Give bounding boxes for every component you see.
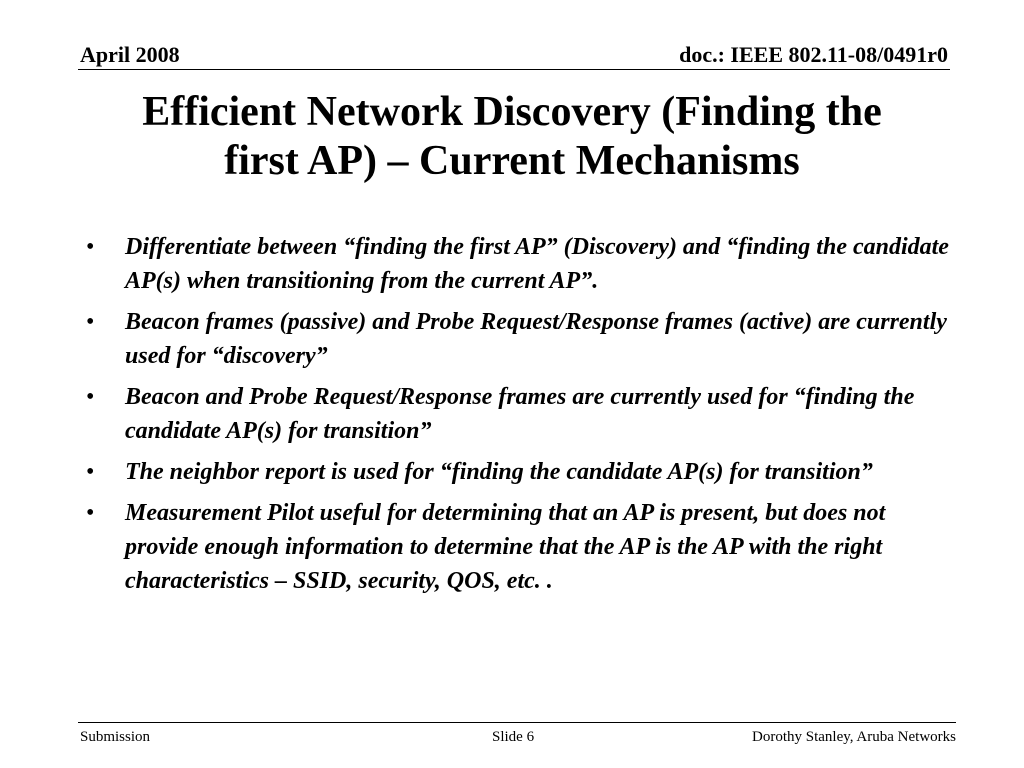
- bullet-text: Measurement Pilot useful for determining that an AP is present, but does not provide enough information to determine that the AP is the AP with the right characteristics – SSID, security, QOS, etc. .: [125, 500, 886, 594]
- bullet-text: Differentiate between “finding the first AP” (Discovery) and “finding the candidate AP(s) when transitioning from the current AP”.: [125, 234, 949, 294]
- bullet-glyph: •: [86, 459, 95, 485]
- bullet-item: [86, 496, 956, 598]
- bullet-glyph: •: [86, 384, 95, 410]
- bullet-glyph: •: [86, 309, 95, 335]
- footer-divider: [78, 722, 956, 723]
- footer-submission: Submission: [80, 729, 151, 745]
- bullet-text: Beacon frames (passive) and Probe Request/Response frames (active) are currently used for “discovery”: [125, 309, 947, 369]
- bullet-text: The neighbor report is used for “finding the candidate AP(s) for transition”: [125, 459, 873, 485]
- bullet-item: [86, 230, 956, 298]
- bullet-item: [86, 380, 956, 448]
- bullet-item: [86, 305, 956, 373]
- bullet-text: Beacon and Probe Request/Response frames are currently used for “finding the candidate AP(s) for transition”: [125, 384, 915, 444]
- slide-title-line-1: Efficient Network Discovery (Finding the: [142, 89, 882, 135]
- bullet-item: [86, 455, 956, 489]
- bullet-glyph: •: [86, 234, 95, 260]
- header-doc-id: doc.: IEEE 802.11-08/0491r0: [679, 42, 948, 67]
- header-date: April 2008: [80, 42, 180, 67]
- header-divider: [78, 69, 950, 70]
- bullet-list: [86, 230, 956, 605]
- slide-title-line-2: first AP) – Current Mechanisms: [224, 138, 800, 184]
- bullet-glyph: •: [86, 500, 95, 526]
- slide-title: [70, 88, 954, 186]
- footer-author: Dorothy Stanley, Aruba Networks: [752, 729, 956, 745]
- footer-slide-number: Slide 6: [492, 729, 535, 745]
